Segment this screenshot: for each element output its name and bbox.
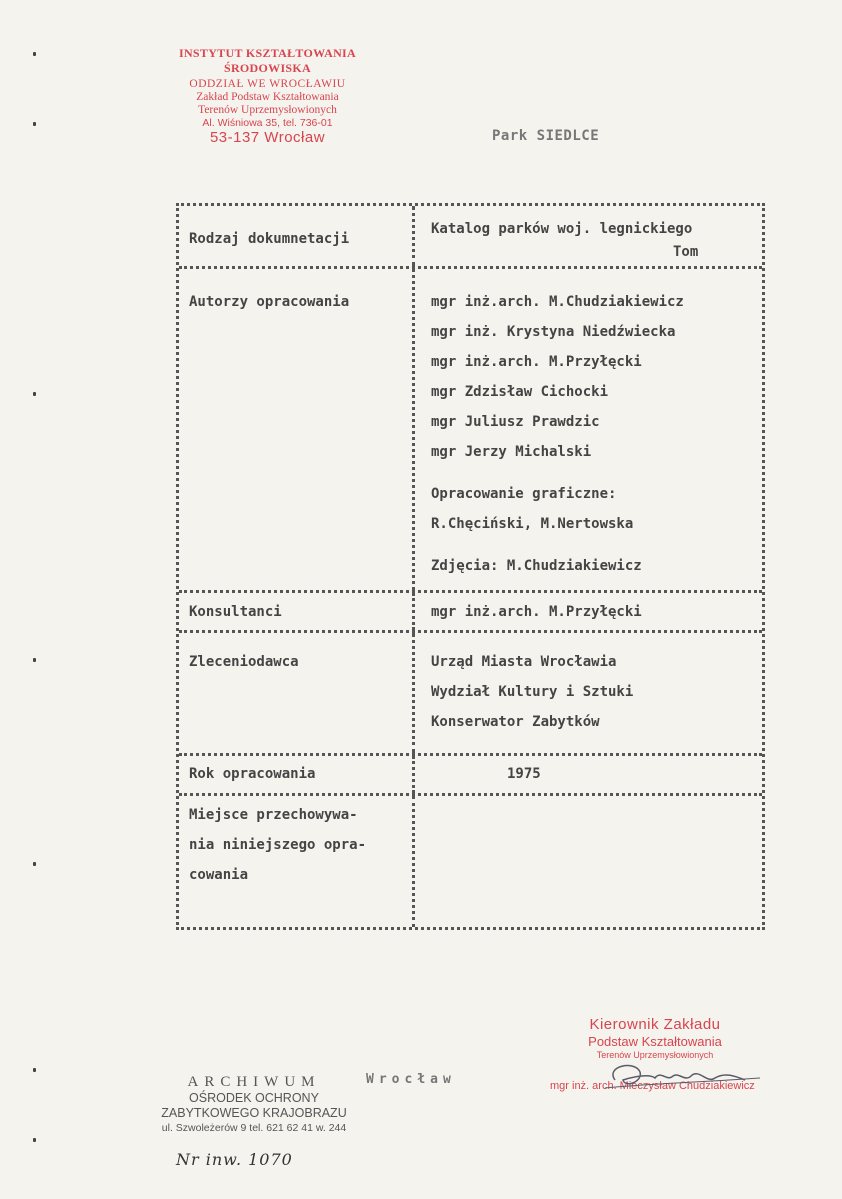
table-row-consultants <box>179 593 762 633</box>
punch-mark <box>33 658 36 662</box>
client-line: Konserwator Zabytków <box>431 714 600 730</box>
punch-mark <box>33 1138 36 1142</box>
punch-mark <box>33 862 36 866</box>
graphics-names: R.Chęciński, M.Nertowska <box>431 516 634 532</box>
table-row-client <box>179 633 762 756</box>
manager-stamp-line4: mgr inż. arch. Mieczysław Chudziakiewicz <box>550 1080 755 1092</box>
park-title: Park SIEDLCE <box>492 128 600 144</box>
table-cell-label <box>179 269 415 590</box>
author-name: mgr inż.arch. M.Przyłęcki <box>431 354 642 370</box>
documentation-table <box>176 203 765 930</box>
table-row-authors <box>179 269 762 593</box>
punch-mark <box>33 52 36 56</box>
inventory-number: Nr inw. 1070 <box>176 1150 293 1169</box>
client-line: Urząd Miasta Wrocławia <box>431 654 617 670</box>
institute-stamp-line2: ODDZIAŁ WE WROCŁAWIU <box>189 78 346 90</box>
consultants-value: mgr inż.arch. M.Przyłęcki <box>431 604 642 620</box>
table-row-doc-type <box>179 206 762 269</box>
table-row-storage <box>179 796 762 927</box>
institute-stamp <box>150 46 385 146</box>
archive-stamp-line3: ZABYTKOWEGO KRAJOBRAZU <box>161 1106 347 1120</box>
author-name: mgr Zdzisław Cichocki <box>431 384 609 400</box>
city-footer: Wrocław <box>366 1072 456 1087</box>
archive-stamp-line2: OŚRODEK OCHRONY <box>189 1091 319 1105</box>
year-value: 1975 <box>507 766 541 782</box>
authors-label: Autorzy opracowania <box>189 294 350 310</box>
client-label: Zleceniodawca <box>189 654 299 670</box>
manager-stamp-line2: Podstaw Kształtowania <box>588 1034 722 1049</box>
manager-stamp-line1: Kierownik Zakładu <box>589 1016 721 1033</box>
storage-label-line: cowania <box>189 867 249 883</box>
author-name: mgr inż.arch. M.Chudziakiewicz <box>431 294 684 310</box>
year-label: Rok opracowania <box>189 766 316 782</box>
institute-stamp-line6: 53-137 Wrocław <box>209 129 326 146</box>
client-line: Wydział Kultury i Sztuki <box>431 684 634 700</box>
table-row-year <box>179 756 762 796</box>
doc-type-value-line1: Katalog parków woj. legnickiego <box>431 221 693 237</box>
handwritten-signature <box>595 1058 765 1098</box>
institute-stamp-line1: INSTYTUT KSZTAŁTOWANIA ŚRODOWISKA <box>179 46 356 75</box>
institute-stamp-line5: Al. Wiśniowa 35, tel. 736-01 <box>202 117 333 129</box>
storage-label-line: Miejsce przechowywa- <box>189 807 358 823</box>
institute-stamp-line3: Zakład Podstaw Kształtowania <box>196 91 339 103</box>
consultants-label: Konsultanci <box>189 604 282 620</box>
punch-mark <box>33 122 36 126</box>
storage-label-line: nia niniejszego opra- <box>189 837 367 853</box>
punch-mark <box>33 392 36 396</box>
author-name: mgr inż. Krystyna Niedźwiecka <box>431 324 676 340</box>
punch-mark <box>33 1068 36 1072</box>
archive-stamp-line4: ul. Szwoleżerów 9 tel. 621 62 41 w. 244 <box>161 1122 347 1134</box>
graphics-label: Opracowanie graficzne: <box>431 486 617 502</box>
manager-stamp-line3: Terenów Uprzemysłowionych <box>596 1050 714 1060</box>
doc-type-value-line2: Tom <box>673 244 699 260</box>
archive-stamp <box>146 1074 362 1134</box>
author-name: mgr Juliusz Prawdzic <box>431 414 600 430</box>
author-name: mgr Jerzy Michalski <box>431 444 592 460</box>
photos-credit: Zdjęcia: M.Chudziakiewicz <box>431 558 642 574</box>
doc-type-label: Rodzaj dokumnetacji <box>189 231 350 247</box>
archive-stamp-line1: ARCHIWUM <box>187 1074 321 1090</box>
institute-stamp-line4: Terenów Uprzemysłowionych <box>198 104 337 116</box>
